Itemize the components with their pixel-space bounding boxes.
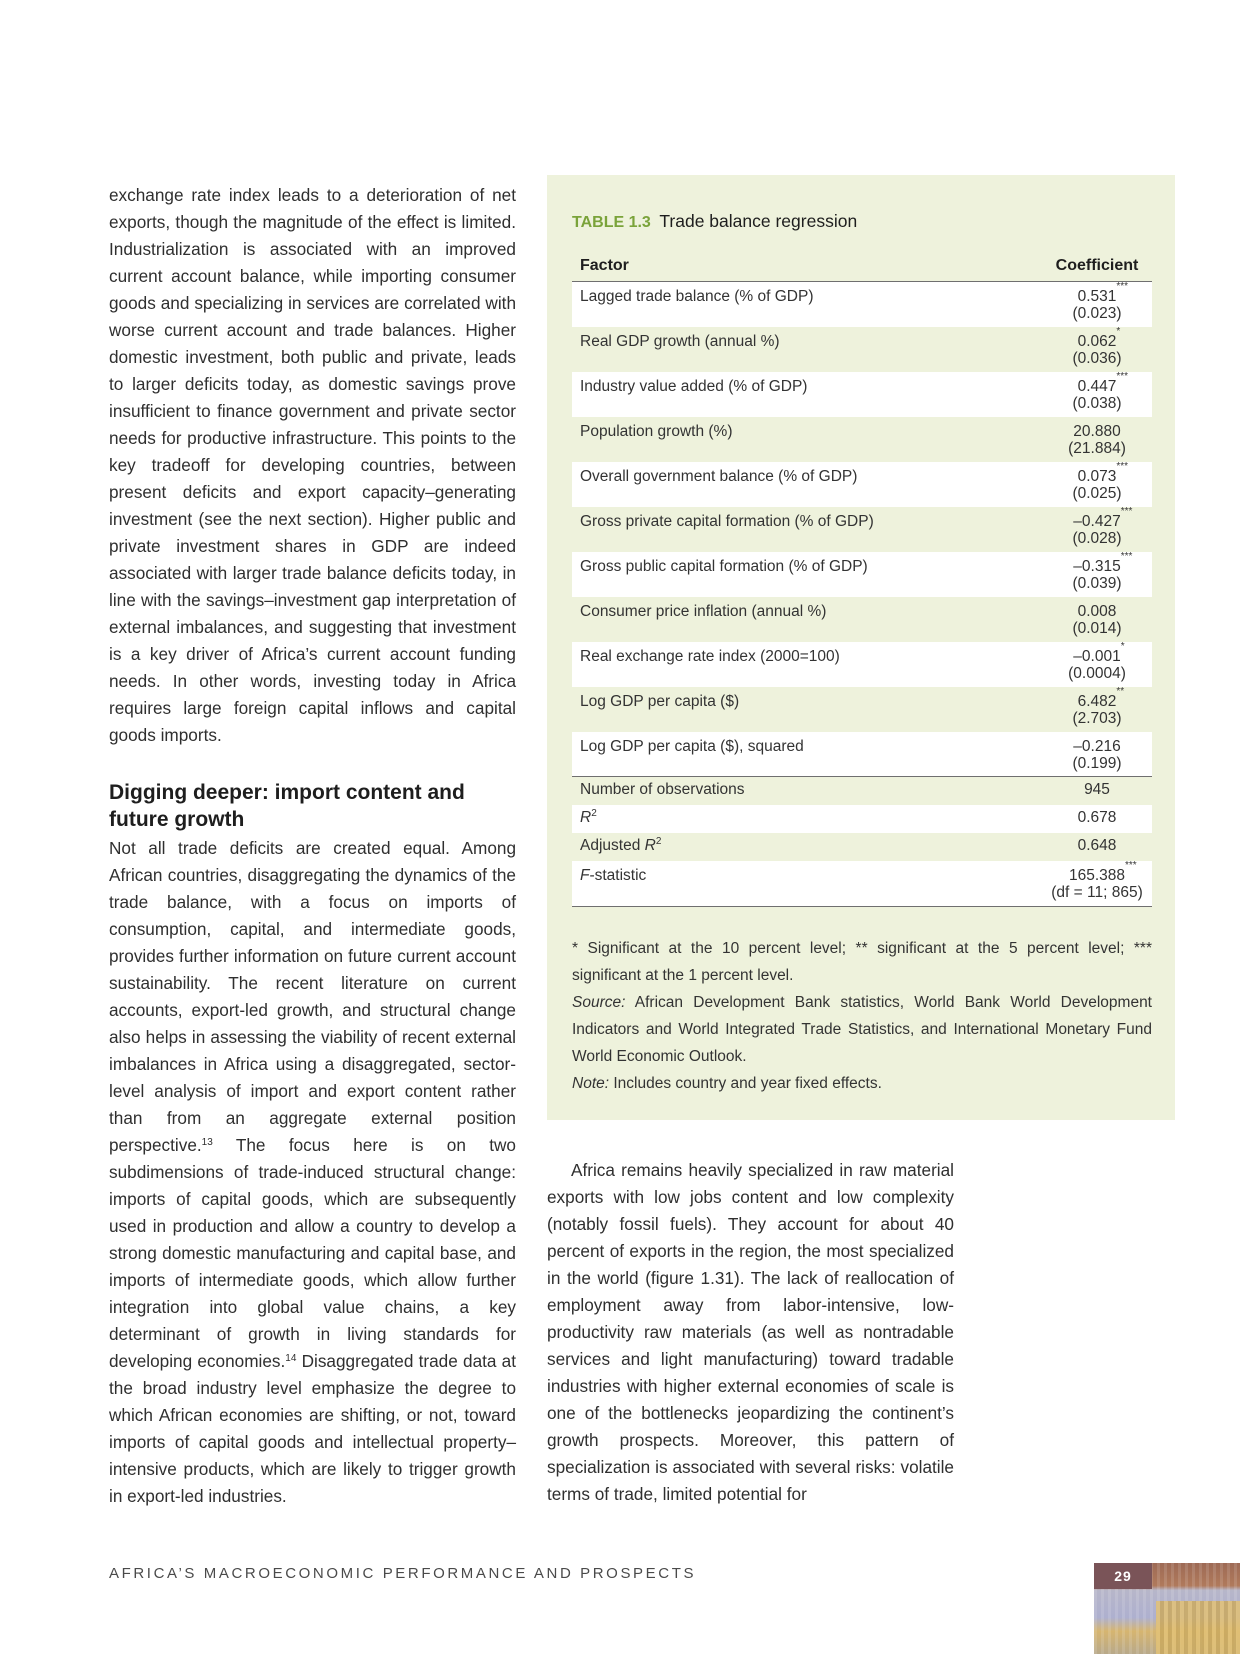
standard-error: (0.039) xyxy=(1072,574,1122,592)
table-title xyxy=(572,211,857,232)
coefficient-number: –0.216 xyxy=(1073,737,1121,755)
standard-error: (0.014) xyxy=(1072,619,1122,637)
table-row xyxy=(572,861,1152,907)
coefficient-number: 6.482 xyxy=(1077,692,1117,710)
standard-error: (0.199) xyxy=(1072,754,1122,772)
coefficient-cell xyxy=(1042,372,1152,417)
factor-cell: Gross private capital formation (% of GDP) xyxy=(580,512,874,530)
coefficient-value: –0.001 * xyxy=(1073,640,1125,665)
coefficient-cell xyxy=(1042,282,1152,327)
table-notes xyxy=(572,935,1152,1097)
coefficient-value: –0.315 *** xyxy=(1073,550,1133,575)
coefficient-number: 0.531 xyxy=(1077,288,1117,305)
coefficient-cell xyxy=(1042,552,1152,597)
coefficient-number: 0.073 xyxy=(1077,467,1117,485)
coefficient-value: 165.388 *** xyxy=(1068,859,1137,884)
table-row xyxy=(572,687,1152,732)
adj-r2-label: R xyxy=(644,836,656,854)
table-row xyxy=(572,507,1152,552)
left-column xyxy=(109,182,516,1510)
body-paragraph xyxy=(109,835,516,1510)
standard-error: (0.036) xyxy=(1072,349,1122,367)
coefficient-cell xyxy=(1042,507,1152,552)
table-row xyxy=(572,732,1152,777)
factor-cell xyxy=(572,861,1042,907)
factor-cell: Overall government balance (% of GDP) xyxy=(572,462,1042,507)
standard-error: (0.0004) xyxy=(1068,664,1126,682)
coefficient-cell xyxy=(1042,642,1152,687)
coefficient-number: 20.880 xyxy=(1073,422,1121,440)
table-row xyxy=(572,552,1152,597)
factor-cell: Lagged trade balance (% of GDP) xyxy=(572,282,1042,327)
factor-cell: Consumer price inflation (annual %) xyxy=(580,602,827,620)
woven-pattern xyxy=(1156,1601,1240,1654)
coefficient-value: 0.531 *** xyxy=(1077,281,1129,305)
coefficient-value: –0.427 *** xyxy=(1073,505,1133,530)
adj-r2-sup: 2 xyxy=(655,835,662,847)
value-cell xyxy=(1042,861,1152,907)
coefficient-number: –0.315 xyxy=(1073,557,1121,575)
table-row xyxy=(572,417,1152,462)
factor-cell: Population growth (%) xyxy=(580,422,733,440)
coefficient-cell xyxy=(1042,687,1152,732)
factor-cell: Gross public capital formation (% of GDP) xyxy=(572,552,1042,597)
regression-table xyxy=(572,257,1152,907)
section-heading: Digging deeper: import content and future growth xyxy=(109,781,465,831)
body-text: Disaggregated trade data at the broad industry level emphasize the degree to which African economies are shifting, or not, toward imports of capital goods and intellectual property–intensive products, which are likely to trigger growth in export-led industries. xyxy=(109,1351,517,1506)
coefficient-number: 0.062 xyxy=(1077,332,1117,350)
coefficient-value xyxy=(1073,738,1120,755)
right-column xyxy=(547,1157,954,1508)
significance-note: * Significant at the 10 percent level; ** significant at the 5 percent level; *** significant at the 1 percent level. xyxy=(572,940,1152,984)
column-header-coefficient: Coefficient xyxy=(1042,257,1152,282)
corner-decoration xyxy=(1094,1563,1240,1654)
factor-cell xyxy=(572,833,1042,861)
table-panel xyxy=(547,175,1175,1120)
factor-cell: Industry value added (% of GDP) xyxy=(572,372,1042,417)
f-label: F xyxy=(580,866,590,884)
coefficient-cell xyxy=(1042,732,1152,777)
coefficient-value xyxy=(1073,423,1120,440)
body-text: The focus here is on two subdimensions of trade-induced structural change: imports of capital goods, which are subsequently used in production and allow a country to develop a strong domestic manufacturing and capital base, and imports of intermediate goods, which allow further integration into global value chains, a key determinant of growth in living standards for developing economies. xyxy=(109,1135,516,1371)
adj-r2-prefix: Adjusted xyxy=(580,836,645,854)
footnote-ref[interactable]: 13 xyxy=(201,1137,213,1148)
r2-sup: 2 xyxy=(591,807,597,819)
body-text: Not all trade deficits are created equal. Among African countries, disaggregating the dynamics of the trade balance, with a focus on imports of consumption, capital, and intermediate goods, provides further information on future current account sustainability. The recent literature on current accounts, export-led growth, and structural change also helps in assessing the viability of recent external imbalances in Africa using a disaggregated, sector-level analysis of import and export content rather than from an aggregate external position perspective. xyxy=(109,838,516,1155)
coefficient-value xyxy=(1078,603,1117,620)
table-row xyxy=(572,462,1152,507)
coefficient-cell xyxy=(1042,327,1152,372)
table-row xyxy=(572,642,1152,687)
coefficient-value: 0.073 *** xyxy=(1077,460,1129,485)
coefficient-number: –0.427 xyxy=(1073,512,1121,530)
f-value: 165.388 xyxy=(1068,866,1126,884)
coefficient-cell xyxy=(1042,597,1152,642)
degrees-of-freedom: (df = 11; 865) xyxy=(1051,883,1143,901)
note-text: Includes country and year fixed effects. xyxy=(609,1075,882,1092)
coefficient-cell xyxy=(1042,462,1152,507)
factor-cell xyxy=(572,805,1042,833)
coefficient-value: 0.062 * xyxy=(1077,325,1121,350)
column-header-factor: Factor xyxy=(572,257,1042,282)
coefficient-value: 6.482 ** xyxy=(1077,685,1125,710)
body-paragraph: Africa remains heavily specialized in raw material exports with low jobs content and low complexity (notably fossil fuels). They account for about 40 percent of exports in the region, the most specialized in the world (figure 1.31). The lack of reallocation of employment away from labor-intensive, low-productivity raw materials (as well as nontradable services and light manufacturing) toward tradable industries with higher external economies of scale is one of the bottlenecks jeopardizing the continent’s growth prospects. Moreover, this pattern of specialization is associated with several risks: volatile terms of trade, limited potential for xyxy=(547,1160,954,1504)
table-body xyxy=(572,282,1152,907)
body-paragraph: exchange rate index leads to a deterioration of net exports, though the magnitude of the effect is limited. Industrialization is associated with an improved current account balance, while importing consumer goods and specializing in services are correlated with worse current account and trade balances. Higher domestic investment, both public and private, leads to larger deficits today, as domestic savings prove insufficient to finance government and private sector needs for productive infrastructure. This points to the key tradeoff for developing countries, between present deficits and export capacity–generating investment (see the next section). Higher public and private investment shares in GDP are indeed associated with larger trade balance deficits today, in line with the savings–investment gap interpretation of external imbalances, and suggesting that investment is a key driver of Africa’s current account funding needs. In other words, investing today in Africa requires large foreign capital inflows and capital goods imports. xyxy=(109,185,516,745)
standard-error: (0.023) xyxy=(1072,305,1122,322)
running-footer: AFRICA’S MACROECONOMIC PERFORMANCE AND PROSPECTS xyxy=(109,1565,697,1582)
fixed-effects-note xyxy=(572,1070,1152,1097)
coefficient-value: 0.447 *** xyxy=(1077,370,1129,395)
source-text: African Development Bank statistics, World Bank World Development Indicators and World Integrated Trade Statistics, and International Monetary Fund World Economic Outlook. xyxy=(572,994,1152,1065)
factor-cell: Number of observations xyxy=(572,777,1042,805)
standard-error: (0.025) xyxy=(1072,484,1122,502)
table-label: TABLE 1.3 xyxy=(572,214,651,231)
coefficient-cell xyxy=(1042,417,1152,462)
table-row xyxy=(572,777,1152,805)
coefficient-number: –0.001 xyxy=(1073,647,1121,665)
value-cell: 945 xyxy=(1042,777,1152,805)
value-cell: 0.678 xyxy=(1042,805,1152,833)
table-row xyxy=(572,327,1152,372)
factor-cell: Log GDP per capita ($), squared xyxy=(572,732,1042,777)
standard-error: (0.028) xyxy=(1072,529,1122,547)
factor-cell: Real GDP growth (annual %) xyxy=(580,332,780,350)
value-cell: 0.648 xyxy=(1077,836,1117,854)
source-note xyxy=(572,989,1152,1070)
r2-label: R xyxy=(580,808,592,826)
factor-cell: Real exchange rate index (2000=100) xyxy=(572,642,1042,687)
factor-cell: Log GDP per capita ($) xyxy=(580,692,740,710)
table-row xyxy=(572,833,1152,861)
table-row xyxy=(572,805,1152,833)
f-label-rest: -statistic xyxy=(589,866,647,884)
table-row xyxy=(572,597,1152,642)
table-row xyxy=(572,372,1152,417)
source-label: Source: xyxy=(572,994,626,1011)
coefficient-number: 0.008 xyxy=(1077,602,1117,620)
footnote-ref[interactable]: 14 xyxy=(285,1353,297,1364)
standard-error: (2.703) xyxy=(1072,709,1122,727)
standard-error: (0.038) xyxy=(1072,394,1122,412)
note-label: Note: xyxy=(572,1075,610,1092)
table-row xyxy=(572,282,1152,327)
coefficient-number: 0.447 xyxy=(1077,377,1117,395)
page-number: 29 xyxy=(1094,1563,1152,1589)
standard-error: (21.884) xyxy=(1068,439,1126,457)
table-title-text: Trade balance regression xyxy=(659,211,858,231)
